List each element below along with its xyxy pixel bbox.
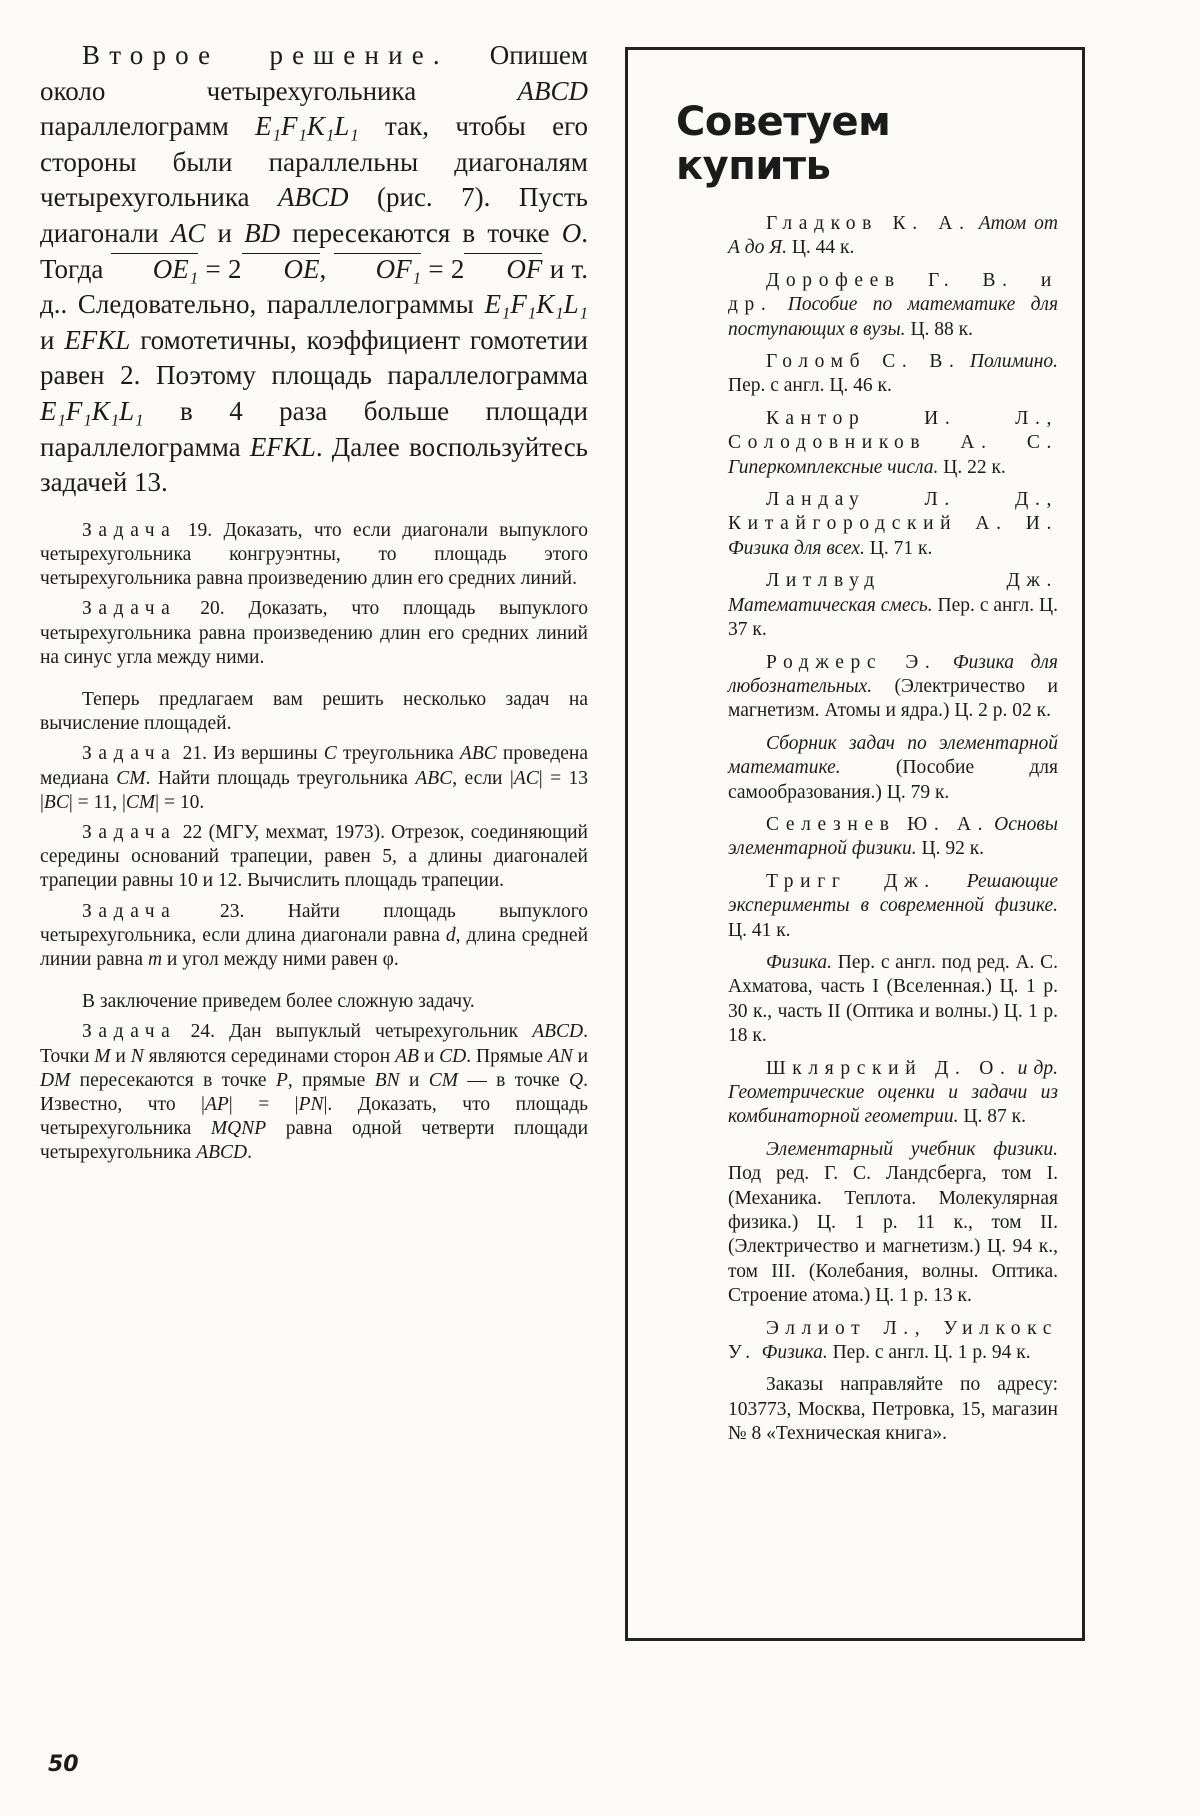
book-title: Решающие эксперименты в современной физике.	[728, 870, 1059, 917]
book-author: Шклярский Д. О.	[766, 1057, 1012, 1079]
book-details: Ц. 88 к.	[905, 318, 973, 340]
book-details: Ц. 44 к.	[786, 237, 855, 259]
book-details: Ц. 87 к.	[958, 1106, 1026, 1128]
text: проведена медиана	[40, 743, 589, 789]
book-entry	[728, 732, 1058, 805]
book-author: Гладков К. А.	[766, 213, 971, 234]
math: P	[275, 1069, 288, 1091]
problem-21	[40, 742, 588, 815]
math-e1f1k1l1: E₁F₁K₁L₁	[255, 111, 359, 142]
book-author: Селезнев Ю. А.	[766, 813, 990, 835]
book-details: Пер. с англ. Ц. 1 р. 94 к.	[827, 1342, 1031, 1364]
book-title: Физика.	[761, 1342, 828, 1364]
math: AB	[395, 1045, 419, 1067]
book-recommendation-box	[625, 47, 1085, 1641]
problem-lead: Задача	[82, 1021, 177, 1043]
text: параллелограмм	[40, 111, 256, 142]
math: DM	[40, 1069, 71, 1091]
text: = 2	[198, 253, 242, 284]
vector-oe1: OE₁	[111, 253, 198, 283]
book-title: Элементарный учебник физики.	[766, 1138, 1058, 1160]
book-title: Пособие по математике для поступающих в вузы.	[728, 294, 1059, 340]
page-number: 50	[48, 1752, 79, 1777]
book-entry	[728, 651, 1058, 724]
text: и т. д.. Следовательно, параллелограммы	[40, 253, 589, 320]
book-author: Кантор И. Л., Солодовников А. С.	[728, 407, 1058, 454]
text: 21. Из вершины	[176, 743, 324, 765]
math: AP	[204, 1093, 229, 1115]
text: треугольника	[336, 743, 460, 765]
math: CD	[439, 1045, 467, 1067]
text: и	[205, 217, 245, 248]
book-author: Эллиот Л., Уилкокс У.	[728, 1317, 1058, 1364]
math: BC	[43, 791, 69, 813]
text: 24. Дан выпуклый четырехугольник	[176, 1021, 533, 1043]
text: пересекаются в точке	[70, 1069, 276, 1091]
text: и	[399, 1069, 429, 1091]
book-title: Полимино.	[969, 351, 1059, 373]
text: . Далее воспользуйтесь задачей 13.	[40, 431, 588, 498]
book-author: Ландау Л. Д., Китайгородский А. И.	[728, 489, 1058, 535]
solution-lead: Второе решение.	[82, 40, 449, 70]
problem-22	[40, 821, 588, 894]
text: равна одной четверти площади четырехугольника	[40, 1118, 589, 1164]
text: — в точке	[457, 1069, 570, 1091]
math: N	[130, 1045, 144, 1067]
book-title: Физика для любознательных.	[728, 651, 1058, 697]
text: |. Доказать, что площадь четырехугольника	[40, 1093, 589, 1140]
book-details: Ц. 22 к.	[938, 456, 1006, 478]
book-title: Физика.	[766, 951, 833, 973]
math: m	[147, 948, 163, 970]
text: , если |	[452, 767, 514, 789]
book-title: Сборник задач по элементарной математике.	[728, 732, 1058, 779]
math-e1f1k1l1: E₁F₁K₁L₁	[40, 395, 144, 426]
text: являются серединами сторон	[143, 1045, 396, 1067]
book-details: (Электричество и магнетизм. Атомы и ядра.) Ц. 2 р. 02 к.	[728, 675, 1058, 722]
text: (рис. 7). Пусть диагонали	[40, 182, 588, 248]
problem-text: 19. Доказать, что если диагонали выпуклого четырехугольника конгруэнтны, то площадь этого четырехугольника равна произведению длин его средних линий.	[40, 519, 588, 590]
text: . Прямые	[466, 1045, 548, 1067]
second-solution-paragraph	[40, 38, 588, 501]
text: , длина средней линии равна	[40, 924, 588, 970]
problem-lead: Задача	[82, 519, 177, 541]
problem-text: 20. Доказать, что площадь выпуклого четырехугольника равна произведению длин его средних линий на синус угла между ними.	[40, 598, 588, 668]
math: CM	[428, 1069, 458, 1091]
text: ,	[319, 253, 334, 284]
intro-paragraph: Теперь предлагаем вам решить несколько задач на вычисление площадей.	[40, 688, 588, 735]
vector-oe: OE	[242, 253, 320, 283]
text: = 2	[421, 253, 465, 284]
text: .	[247, 1142, 252, 1164]
book-details: Ц. 41 к.	[728, 919, 791, 941]
text: гомотетичны, коэффициент гомотетии равен 2. Поэтому площадь параллелограмма	[40, 324, 588, 391]
math: MQNP	[210, 1118, 267, 1140]
text: и	[40, 324, 65, 355]
book-title: Гиперкомплексные числа.	[728, 456, 939, 478]
book-entry	[728, 407, 1058, 480]
text: в 4 раза больше площади параллелограмма	[40, 395, 588, 462]
math-bd: BD	[244, 217, 281, 248]
text: и угол между ними равен φ.	[162, 948, 399, 970]
problem-lead: Задача	[82, 598, 177, 620]
problem-24	[40, 1020, 588, 1165]
book-author: Дорофеев Г. В. и др.	[728, 269, 1058, 316]
text: Опишем около четырехугольника	[40, 40, 588, 106]
math: ABC	[415, 767, 453, 789]
text: 23. Найти площадь выпуклого четырехугольника, если длина диагонали равна	[40, 900, 588, 946]
problem-19	[40, 519, 588, 592]
book-entry	[728, 951, 1058, 1049]
math: C	[323, 743, 337, 765]
math: Q	[569, 1069, 584, 1091]
book-author: Голомб С. В.	[766, 351, 961, 373]
book-entry	[728, 1317, 1058, 1366]
book-details: (Пособие для самообразования.) Ц. 79 к.	[728, 757, 1058, 803]
book-title: Математическая смесь.	[728, 594, 933, 616]
math: BN	[374, 1069, 400, 1091]
text: , прямые	[287, 1069, 375, 1091]
box-title: Советуем купить	[676, 99, 891, 189]
math-ac: AC	[170, 217, 206, 248]
text: так, чтобы его стороны были параллельны диагоналям четырехугольника	[40, 111, 588, 213]
book-author: Тригг Дж.	[766, 870, 936, 892]
book-entry	[728, 212, 1058, 261]
math: CM	[125, 791, 156, 813]
book-entry	[728, 269, 1058, 342]
text: и	[110, 1045, 131, 1067]
text: | = 13 |	[40, 767, 588, 813]
book-entry	[728, 1138, 1058, 1309]
text: . Точки	[40, 1021, 588, 1067]
math-efkl: EFKL	[249, 431, 316, 462]
book-details: Ц. 92 к.	[916, 838, 985, 860]
text: . Известно, что |	[40, 1069, 588, 1115]
text: | = 11, |	[68, 791, 126, 813]
book-title: Основы элементарной физики.	[728, 813, 1058, 860]
text: и	[572, 1045, 589, 1067]
left-column	[40, 38, 588, 1166]
math: AN	[547, 1045, 573, 1067]
book-author: Роджерс Э.	[766, 651, 937, 673]
book-details: Пер. с англ. Ц. 37 к.	[728, 594, 1058, 641]
math: ABCD	[196, 1142, 248, 1164]
book-entry	[728, 350, 1058, 399]
book-entry	[728, 870, 1058, 943]
math: ABCD	[532, 1021, 584, 1043]
book-list	[728, 212, 1058, 1365]
text: . Тогда	[40, 217, 589, 284]
book-author: Литлвуд Дж.	[766, 570, 1058, 592]
vector-of: OF	[464, 253, 542, 283]
math-abcd: ABCD	[517, 75, 588, 106]
math: CM	[116, 767, 146, 789]
math: AC	[513, 767, 539, 789]
problem-lead: Задача	[82, 821, 177, 843]
text: | = 10.	[155, 791, 205, 813]
book-entry	[728, 813, 1058, 862]
book-details: Пер. с англ. Ц. 46 к.	[728, 375, 892, 397]
problem-lead: Задача	[82, 900, 177, 922]
problem-23	[40, 900, 588, 973]
text: | = |	[228, 1093, 299, 1115]
text: и	[418, 1045, 440, 1067]
problem-text: 22 (МГУ, мехмат, 1973). Отрезок, соединяющий середины оснований трапеции, равен 5, а длины диагоналей трапеции равны 10 и 12. Вычислить площадь трапеции.	[40, 821, 588, 892]
book-entry	[728, 569, 1058, 642]
math-o: O	[561, 217, 582, 248]
vector-of1: OF₁	[334, 253, 421, 283]
book-details: Пер. с англ. под ред. А. С. Ахматова, часть I (Вселенная.) Ц. 1 р. 30 к., часть II (Оптика и волны.) Ц. 1 р. 18 к.	[728, 951, 1058, 1047]
text: . Найти площадь треугольника	[145, 767, 416, 789]
text: пересекаются в точке	[280, 217, 562, 248]
math: d	[445, 924, 456, 946]
math-e1f1k1l1: E₁F₁K₁L₁	[484, 289, 588, 320]
book-details: Под ред. Г. С. Ландсберга, том I. (Механика. Теплота. Молекулярная физика.) Ц. 1 р. 11 к., том II. (Электричество и магнетизм.) Ц. 94 к., том III. (Колебания, волны. Оптика. Строение атома.) Ц. 1 р. 13 к.	[728, 1163, 1058, 1307]
book-details: Ц. 71 к.	[864, 537, 933, 559]
book-entry	[728, 488, 1058, 561]
book-entry	[728, 1057, 1058, 1130]
math: PN	[298, 1093, 324, 1115]
order-address: Заказы направляйте по адресу: 103773, Москва, Петровка, 15, магазин № 8 «Техническая книга».	[728, 1374, 1058, 1445]
conclusion-paragraph: В заключение приведем более сложную задачу.	[82, 991, 475, 1013]
math: ABC	[459, 743, 497, 765]
problem-20	[40, 597, 588, 670]
book-title: Атом от А до Я.	[728, 213, 1058, 259]
math: M	[94, 1045, 111, 1067]
math-abcd: ABCD	[278, 182, 349, 213]
book-title: и др. Геометрические оценки и задачи из комбинаторной геометрии.	[728, 1057, 1058, 1128]
math-efkl: EFKL	[64, 324, 131, 355]
problem-lead: Задача	[82, 743, 177, 765]
book-title: Физика для всех.	[728, 537, 865, 559]
